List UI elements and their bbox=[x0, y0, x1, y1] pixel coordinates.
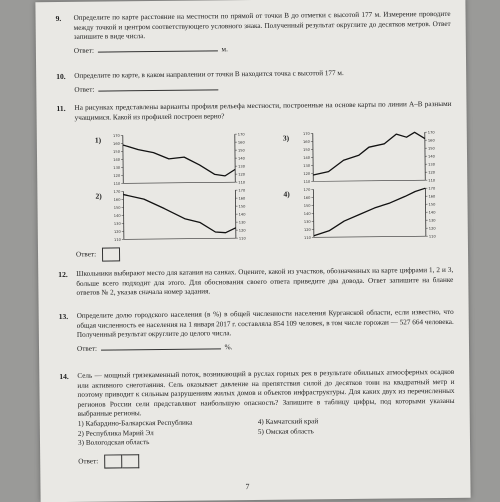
y-tick-label: 150 bbox=[429, 203, 437, 207]
y-tick-label: 160 bbox=[303, 140, 311, 144]
y-tick-label: 120 bbox=[428, 171, 436, 175]
profile-chart-2 bbox=[109, 186, 250, 243]
y-tick-label: 160 bbox=[304, 196, 312, 200]
y-tick-label: 140 bbox=[239, 213, 247, 217]
question-10 bbox=[56, 68, 451, 95]
answer-box-1[interactable] bbox=[104, 454, 122, 468]
y-tick-label: 150 bbox=[238, 149, 246, 153]
base-line bbox=[123, 182, 235, 183]
question-number: 10. bbox=[56, 72, 66, 82]
y-tick-label: 130 bbox=[429, 219, 437, 223]
y-tick-label: 110 bbox=[239, 237, 247, 241]
answer-row bbox=[74, 41, 451, 57]
y-tick-label: 140 bbox=[238, 157, 246, 161]
profile-label-4: 4) bbox=[283, 190, 289, 199]
page-number: 7 bbox=[245, 482, 249, 491]
profile-line bbox=[313, 132, 425, 175]
option-item bbox=[258, 435, 428, 446]
question-number: 11. bbox=[56, 104, 65, 114]
answer-box[interactable] bbox=[102, 247, 120, 261]
question-12 bbox=[58, 266, 453, 299]
y-tick-label: 150 bbox=[304, 204, 312, 208]
question-text: Определите по карте расстояние на местности по прямой от точки В до отметки с высотой 177 м. Измерение проводите между точкой и центром соответствующего условного знака. Полученный результат округлите до десятков метров. Ответ запишите в виде числа. bbox=[74, 10, 451, 43]
answer-label: Ответ: bbox=[74, 46, 94, 54]
y-tick-label: 140 bbox=[303, 156, 311, 160]
question-11 bbox=[56, 100, 451, 123]
answer-row bbox=[76, 244, 453, 262]
question-13 bbox=[59, 308, 454, 355]
y-tick-label: 120 bbox=[429, 227, 437, 231]
option-item: 3) Вологодская область bbox=[78, 437, 248, 448]
y-tick-label: 150 bbox=[428, 147, 436, 151]
y-tick-label: 120 bbox=[238, 173, 246, 177]
profile-label-3: 3) bbox=[283, 134, 289, 143]
y-tick-label: 150 bbox=[114, 206, 122, 210]
y-tick-label: 130 bbox=[428, 163, 436, 167]
y-tick-label: 170 bbox=[113, 134, 121, 138]
question-number: 12. bbox=[58, 270, 68, 280]
question-number: 9. bbox=[56, 14, 62, 24]
y-tick-label: 150 bbox=[303, 148, 311, 152]
question-11-answer bbox=[58, 242, 453, 262]
y-tick-label: 170 bbox=[238, 133, 246, 137]
answer-line[interactable] bbox=[98, 43, 218, 52]
profile-label-1: 1) bbox=[95, 136, 101, 145]
profile-chart-1 bbox=[109, 130, 250, 187]
y-tick-label: 110 bbox=[238, 181, 246, 185]
y-tick-label: 140 bbox=[428, 155, 436, 159]
y-tick-label: 110 bbox=[429, 235, 437, 239]
y-tick-label: 140 bbox=[429, 211, 437, 215]
answer-line[interactable] bbox=[101, 341, 221, 350]
y-tick-label: 120 bbox=[303, 172, 311, 176]
answer-label: Ответ: bbox=[77, 344, 97, 352]
profile-line bbox=[313, 188, 425, 236]
y-tick-label: 170 bbox=[303, 132, 311, 136]
option-item: 1) Кабардино-Балкарская Республика bbox=[78, 418, 248, 429]
question-number: 13. bbox=[59, 312, 69, 322]
option-item: 4) Камчатский край bbox=[258, 416, 428, 427]
y-tick-label: 120 bbox=[113, 174, 121, 178]
y-tick-label: 150 bbox=[113, 150, 121, 154]
y-tick-label: 160 bbox=[114, 198, 122, 202]
y-tick-label: 160 bbox=[238, 141, 246, 145]
y-tick-label: 110 bbox=[114, 238, 122, 242]
y-tick-label: 130 bbox=[239, 221, 247, 225]
y-tick-label: 140 bbox=[114, 214, 122, 218]
answer-row bbox=[74, 80, 451, 96]
profile-label-2: 2) bbox=[95, 192, 101, 201]
y-tick-label: 120 bbox=[304, 228, 312, 232]
answer-unit: %. bbox=[225, 343, 233, 351]
y-tick-label: 170 bbox=[428, 187, 436, 191]
question-text: Определите долю городского населения (в %) в общей численности населения Курганской области, если известно, что общая численность ее населения на 1 января 2017 г. составляла 854 109 человек, в том числе горожан — 527 664 человека. Полученный результат округлите до целого числа. bbox=[77, 308, 454, 341]
y-tick-label: 110 bbox=[303, 180, 311, 184]
y-tick-label: 170 bbox=[114, 190, 122, 194]
y-tick-label: 160 bbox=[238, 197, 246, 201]
y-tick-label: 170 bbox=[303, 188, 311, 192]
y-tick-label: 140 bbox=[304, 212, 312, 216]
y-tick-label: 170 bbox=[238, 189, 246, 193]
answer-label: Ответ: bbox=[74, 85, 94, 93]
question-text: Сель — мощный грязекаменный поток, возникающий в руслах горных рек в результате обильных атмосферных осадков или активного снеготаяния. Сель оказывает давление на препятствия силой до десятков тонн на квадратный метр и поэтому приводит к сильным разрушениям жилых домов и объектов инфраструктуры. Для каких двух из перечисленных регионов России сели представляют наибольшую опасность? Запишите в таблицу цифры, под которыми указаны выбранные регионы. bbox=[77, 368, 454, 420]
answer-unit: м. bbox=[221, 45, 227, 53]
y-tick-label: 160 bbox=[113, 142, 121, 146]
base-line bbox=[314, 236, 426, 237]
base-line bbox=[313, 180, 425, 181]
answer-box-2[interactable] bbox=[122, 454, 139, 468]
question-9 bbox=[56, 10, 451, 57]
y-tick-label: 130 bbox=[238, 165, 246, 169]
y-tick-label: 130 bbox=[113, 166, 121, 170]
answer-label: Ответ: bbox=[76, 250, 96, 258]
base-line bbox=[124, 238, 236, 239]
workbook-page bbox=[35, 0, 470, 502]
y-tick-label: 130 bbox=[304, 220, 312, 224]
profile-chart-4 bbox=[299, 184, 440, 241]
y-tick-label: 110 bbox=[304, 236, 312, 240]
question-14 bbox=[59, 368, 455, 469]
y-tick-label: 140 bbox=[113, 158, 121, 162]
question-number: 14. bbox=[59, 372, 69, 382]
options-list bbox=[78, 416, 455, 449]
y-tick-label: 170 bbox=[428, 131, 436, 135]
y-tick-label: 110 bbox=[113, 182, 121, 186]
y-tick-label: 120 bbox=[114, 230, 122, 234]
answer-row bbox=[78, 451, 455, 469]
y-tick-label: 150 bbox=[239, 205, 247, 209]
y-tick-label: 160 bbox=[428, 139, 436, 143]
y-tick-label: 120 bbox=[239, 229, 247, 233]
profile-line bbox=[123, 144, 235, 177]
question-text: Определите по карте, в каком направлении от точки В находится точка с высотой 177 м. bbox=[74, 68, 451, 82]
y-tick-label: 130 bbox=[114, 222, 122, 226]
y-tick-label: 160 bbox=[428, 195, 436, 199]
answer-label: Ответ: bbox=[78, 457, 98, 465]
question-text: Школьники выбирают место для катания на санках. Оцените, какой из участков, обозначенных на карте цифрами 1, 2 и 3, больше всего подходит для этого. Для обоснования своего ответа приведите два довода. Ответ запишите на бланке ответов № 2, указав сначала номер задания. bbox=[76, 266, 453, 299]
y-tick-label: 110 bbox=[428, 179, 436, 183]
y-tick-label: 130 bbox=[303, 164, 311, 168]
profile-chart-3 bbox=[299, 128, 440, 185]
option-item: 2) Республика Марий Эл bbox=[78, 428, 248, 439]
option-item: 5) Омская область bbox=[258, 426, 428, 437]
answer-line[interactable] bbox=[98, 82, 218, 91]
answer-row bbox=[77, 339, 454, 355]
profile-line bbox=[123, 193, 235, 233]
question-text: На рисунках представлены варианты профиля рельефа местности, построенные на основе карты по линии А–В разными учащимися. Какой из профилей построен верно? bbox=[74, 100, 451, 123]
